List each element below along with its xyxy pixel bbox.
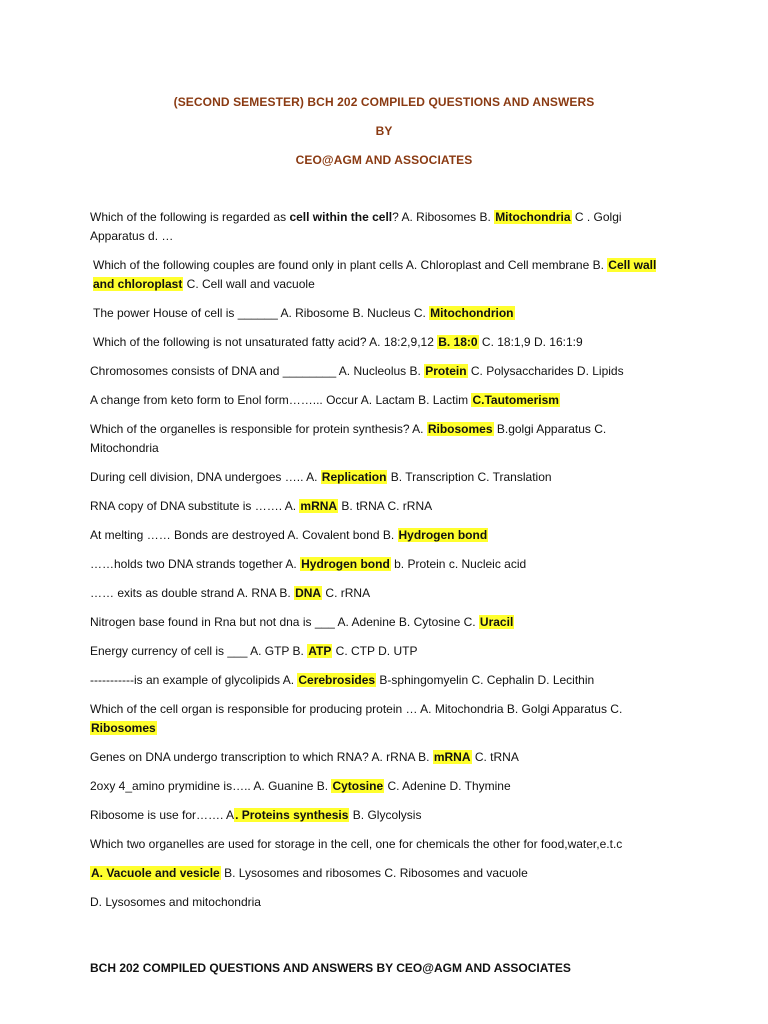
document-title-by: BY [375,124,393,138]
question-list [90,208,675,922]
question-16: Which of the cell organ is responsible for producing protein … A. Mitochondria B. Golgi Apparatus C. Ribosomes [90,702,623,735]
question-2: Which of the following couples are found only in plant cells A. Chloroplast and Cell membrane B. Cell wall and chloroplast C. Cell wall and vacuole [93,258,657,291]
question-20-options: A. Vacuole and vesicle B. Lysosomes and ribosomes C. Ribosomes and vacuole [91,866,528,880]
answer-highlight: A. Vacuole and vesicle [91,866,220,880]
question-7: Which of the organelles is responsible for protein synthesis? A. Ribosomes B.golgi Apparatus C. Mitochondria [90,422,607,455]
question-6: A change from keto form to Enol form……... Occur A. Lactam B. Lactim C.Tautomerism [90,393,559,407]
question-20-option-d: D. Lysosomes and mitochondria [90,895,261,909]
answer-highlight: Replication [321,470,387,484]
question-11: ……holds two DNA strands together A. Hydrogen bond b. Protein c. Nucleic acid [90,557,527,571]
question-10: At melting …… Bonds are destroyed A. Covalent bond B. Hydrogen bond [90,528,488,542]
answer-highlight: Mitochondria [495,210,571,224]
question-9: RNA copy of DNA substitute is ……. A. mRNA B. tRNA C. rRNA [90,499,433,513]
answer-highlight: Hydrogen bond [398,528,488,542]
question-15: -----------is an example of glycolipids A. Cerebrosides B-sphingomyelin C. Cephalin D. Lecithin [90,673,595,687]
question-5: Chromosomes consists of DNA and ________ A. Nucleolus B. Protein C. Polysaccharides D. Lipids [90,364,624,378]
page-footer: BCH 202 COMPILED QUESTIONS AND ANSWERS BY CEO@AGM AND ASSOCIATES [90,961,571,975]
question-keyword: cell within the cell [289,210,393,224]
question-18: 2oxy 4_amino prymidine is….. A. Guanine B. Cytosine C. Adenine D. Thymine [90,779,511,793]
answer-highlight: Cytosine [332,779,384,793]
question-13: Nitrogen base found in Rna but not dna is ___ A. Adenine B. Cytosine C. Uracil [90,615,514,629]
answer-highlight: mRNA [433,750,471,764]
question-12: …… exits as double strand A. RNA B. DNA C. rRNA [90,586,371,600]
answer-highlight: C.Tautomerism [472,393,559,407]
answer-highlight: Protein [425,364,467,378]
answer-highlight: . Proteins synthesis [235,808,349,822]
answer-highlight: mRNA [300,499,338,513]
answer-highlight: B. 18:0 [438,335,478,349]
question-8: During cell division, DNA undergoes ….. A. Replication B. Transcription C. Translation [90,470,552,484]
document-title: (SECOND SEMESTER) BCH 202 COMPILED QUESTIONS AND ANSWERS [173,95,595,109]
question-20: Which two organelles are used for storage in the cell, one for chemicals the other for food,water,e.t.c [90,837,623,851]
document-author: CEO@AGM AND ASSOCIATES [295,153,473,167]
answer-highlight: Ribosomes [91,721,156,735]
answer-highlight: ATP [308,644,332,658]
answer-highlight: Ribosomes [427,422,493,436]
answer-highlight: Cell wall and chloroplast [93,258,657,291]
question-1: Which of the following is regarded as cell within the cell? A. Ribosomes B. Mitochondria C . Golgi Apparatus d. … [90,210,622,243]
answer-highlight: Cerebrosides [298,673,376,687]
question-19: Ribosome is use for……. A. Proteins synthesis B. Glycolysis [90,808,422,822]
question-14: Energy currency of cell is ___ A. GTP B. ATP C. CTP D. UTP [90,644,418,658]
answer-highlight: Uracil [479,615,514,629]
answer-highlight: Mitochondrion [430,306,514,320]
question-3: The power House of cell is ______ A. Ribosome B. Nucleus C. Mitochondrion [93,306,514,320]
answer-highlight: Hydrogen bond [301,557,390,571]
question-4: Which of the following is not unsaturated fatty acid? A. 18:2,9,12 B. 18:0 C. 18:1,9 D. 16:1:9 [93,335,583,349]
question-17: Genes on DNA undergo transcription to which RNA? A. rRNA B. mRNA C. tRNA [90,750,519,764]
answer-highlight: DNA [295,586,322,600]
